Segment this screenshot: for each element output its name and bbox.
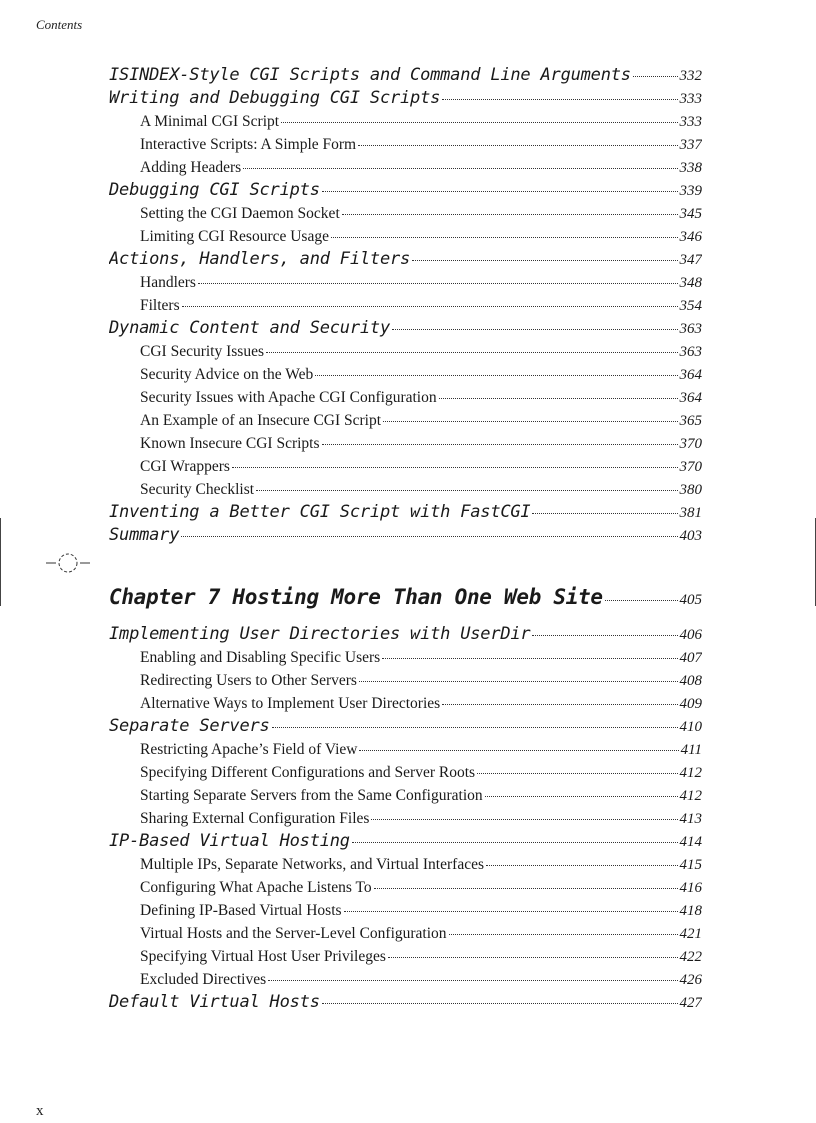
toc-entry-title: Specifying Different Configurations and Server Roots [140,764,476,781]
dot-leader [442,703,677,705]
toc-entry-title: Starting Separate Servers from the Same Configuration [140,787,483,804]
toc-entry-title: An Example of an Insecure CGI Script [140,412,382,429]
toc-subsection-entry[interactable] [109,110,702,133]
toc-entry-title: Filters [140,297,180,314]
toc-entry-page: 338 [679,160,702,176]
toc-entry-title: Virtual Hosts and the Server-Level Configuration [140,925,447,942]
page-number: x [36,1103,44,1119]
toc-entry-page: 333 [679,114,702,130]
dot-leader [181,535,677,537]
toc-section-entry[interactable] [109,87,702,110]
toc-entry-title: Multiple IPs, Separate Networks, and Virtual Interfaces [140,856,484,873]
toc-subsection-entry[interactable] [109,133,702,156]
dot-leader [198,282,678,284]
dot-leader [256,489,677,491]
toc-entry-title: CGI Wrappers [140,458,230,475]
dot-leader [315,374,677,376]
toc-subsection-entry[interactable] [109,876,702,899]
toc-entry-title: Excluded Directives [140,971,267,988]
toc-entry-page: 347 [679,252,702,268]
toc-subsection-entry[interactable] [109,432,702,455]
toc-subsection-entry[interactable] [109,807,702,830]
dot-leader [272,726,678,728]
dot-leader [486,864,678,866]
toc-entry-page: 422 [679,949,702,965]
toc-entry-title: Known Insecure CGI Scripts [140,435,320,452]
toc-entry-title: CGI Security Issues [140,343,264,360]
toc-entry-title: Chapter 7 Hosting More Than One Web Site [109,585,603,609]
toc-entry-title: Limiting CGI Resource Usage [140,228,329,245]
toc-entry-title: Adding Headers [140,159,242,176]
toc-subsection-entry[interactable] [109,478,702,501]
dot-leader [322,1002,678,1004]
toc-section-entry[interactable] [109,991,702,1014]
toc-entry-page: 426 [679,972,702,988]
dot-leader [358,144,677,146]
dot-leader [322,190,678,192]
table-of-contents [109,64,702,1014]
dot-leader [281,121,677,123]
toc-entry-page: 406 [679,627,702,643]
dot-leader [412,259,677,261]
toc-entry-title: Interactive Scripts: A Simple Form [140,136,357,153]
toc-section-entry[interactable] [109,715,702,738]
dot-leader [439,397,678,399]
dot-leader [382,657,677,659]
toc-entry-title: Inventing a Better CGI Script with FastCGI [109,502,531,522]
toc-entry-title: Defining IP-Based Virtual Hosts [140,902,342,919]
toc-entry-title: Handlers [140,274,196,291]
toc-entry-page: 407 [679,650,702,666]
dot-leader [352,841,678,843]
registration-mark-icon [46,550,92,576]
toc-entry-page: 364 [679,367,702,383]
running-head: Contents [36,17,83,32]
toc-entry-title: Implementing User Directories with UserDir [109,624,531,644]
dot-leader [232,466,678,468]
dot-leader [374,887,678,889]
toc-entry-page: 412 [679,788,702,804]
toc-entry-title: Dynamic Content and Security [109,318,390,338]
toc-entry-title: Enabling and Disabling Specific Users [140,649,381,666]
toc-subsection-entry[interactable] [109,692,702,715]
toc-entry-title: Default Virtual Hosts [109,992,320,1012]
toc-subsection-entry[interactable] [109,968,702,991]
toc-subsection-entry[interactable] [109,761,702,784]
toc-subsection-entry[interactable] [109,669,702,692]
toc-entry-page: 412 [679,765,702,781]
dot-leader [442,98,677,100]
dot-leader [449,933,678,935]
toc-entry-page: 408 [679,673,702,689]
toc-subsection-entry[interactable] [109,202,702,225]
toc-subsection-entry[interactable] [109,340,702,363]
toc-entry-title: Alternative Ways to Implement User Directories [140,695,441,712]
crop-mark-left [0,518,1,606]
dot-leader [371,818,677,820]
toc-entry-page: 380 [679,482,702,498]
toc-entry-title: ISINDEX-Style CGI Scripts and Command Line Arguments [109,65,631,85]
toc-entry-title: Actions, Handlers, and Filters [109,249,411,269]
toc-entry-page: 370 [679,436,702,452]
dot-leader [331,236,678,238]
toc-entry-page: 363 [679,321,702,337]
toc-subsection-entry[interactable] [109,853,702,876]
toc-subsection-entry[interactable] [109,899,702,922]
toc-entry-page: 345 [679,206,702,222]
dot-leader [392,328,678,330]
toc-entry-page: 418 [679,903,702,919]
toc-entry-page: 381 [679,505,702,521]
toc-chapter-entry[interactable] [109,582,702,612]
toc-entry-page: 354 [679,298,702,314]
toc-entry-page: 410 [679,719,702,735]
toc-entry-title: Setting the CGI Daemon Socket [140,205,340,222]
toc-entry-page: 405 [679,592,702,608]
dot-leader [477,772,677,774]
toc-subsection-entry[interactable] [109,784,702,807]
toc-subsection-entry[interactable] [109,646,702,669]
toc-entry-title: Specifying Virtual Host User Privileges [140,948,386,965]
toc-entry-page: 414 [679,834,702,850]
toc-entry-title: Restricting Apache’s Field of View [140,741,358,758]
toc-entry-page: 409 [679,696,702,712]
dot-leader [359,680,678,682]
toc-entry-page: 339 [679,183,702,199]
toc-subsection-entry[interactable] [109,945,702,968]
toc-subsection-entry[interactable] [109,156,702,179]
toc-section-entry[interactable] [109,623,702,646]
dot-leader [243,167,677,169]
dot-leader [485,795,678,797]
toc-subsection-entry[interactable] [109,271,702,294]
toc-entry-title: A Minimal CGI Script [140,113,280,130]
dot-leader [388,956,678,958]
toc-subsection-entry[interactable] [109,922,702,945]
toc-subsection-entry[interactable] [109,409,702,432]
toc-entry-page: 365 [679,413,702,429]
toc-entry-page: 411 [680,742,702,758]
toc-section-entry[interactable] [109,179,702,202]
toc-entry-title: Security Issues with Apache CGI Configuration [140,389,437,406]
toc-entry-page: 363 [679,344,702,360]
toc-subsection-entry[interactable] [109,386,702,409]
toc-entry-page: 413 [679,811,702,827]
toc-entry-page: 346 [679,229,702,245]
dot-leader [266,351,678,353]
toc-subsection-entry[interactable] [109,363,702,386]
toc-entry-title: IP-Based Virtual Hosting [109,831,350,851]
dot-leader [342,213,678,215]
toc-section-entry[interactable] [109,248,702,271]
toc-entry-page: 421 [679,926,702,942]
dot-leader [633,75,678,77]
toc-subsection-entry[interactable] [109,455,702,478]
toc-section-entry[interactable] [109,501,702,524]
dot-leader [532,512,677,514]
toc-entry-page: 332 [679,68,702,84]
toc-entry-page: 416 [679,880,702,896]
toc-entry-title: Debugging CGI Scripts [109,180,320,200]
toc-entry-page: 337 [679,137,702,153]
toc-entry-title: Summary [109,525,180,545]
toc-entry-title: Separate Servers [109,716,270,736]
toc-entry-title: Security Advice on the Web [140,366,314,383]
dot-leader [532,634,677,636]
toc-entry-page: 364 [679,390,702,406]
toc-subsection-entry[interactable] [109,225,702,248]
dot-leader [359,749,678,751]
dot-leader [605,599,678,601]
dot-leader [322,443,678,445]
toc-entry-page: 403 [679,528,702,544]
toc-entry-title: Configuring What Apache Listens To [140,879,372,896]
toc-entry-page: 348 [679,275,702,291]
toc-subsection-entry[interactable] [109,738,702,761]
dot-leader [268,979,677,981]
toc-entry-page: 370 [679,459,702,475]
toc-entry-page: 415 [679,857,702,873]
toc-section-entry[interactable] [109,317,702,340]
toc-entry-title: Sharing External Configuration Files [140,810,370,827]
toc-entry-title: Security Checklist [140,481,255,498]
toc-entry-page: 427 [679,995,702,1011]
toc-section-entry[interactable] [109,524,702,547]
toc-section-entry[interactable] [109,830,702,853]
dot-leader [344,910,678,912]
toc-entry-title: Writing and Debugging CGI Scripts [109,88,441,108]
toc-subsection-entry[interactable] [109,294,702,317]
dot-leader [383,420,677,422]
dot-leader [182,305,678,307]
toc-entry-title: Redirecting Users to Other Servers [140,672,357,689]
toc-entry-page: 333 [679,91,702,107]
toc-section-entry[interactable] [109,64,702,87]
